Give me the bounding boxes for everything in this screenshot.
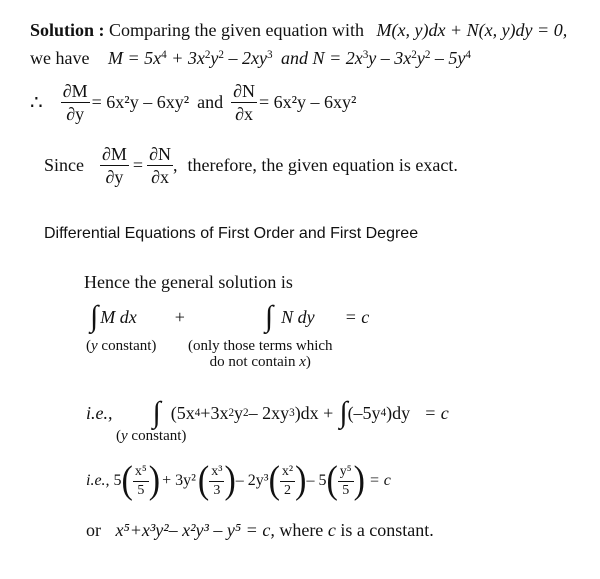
ie1-label: i.e., xyxy=(86,402,113,423)
since-comma: , xyxy=(172,155,178,175)
since-label: Since xyxy=(44,155,84,175)
ie2-n1: x⁵ xyxy=(133,465,149,482)
general-eq-c: = c xyxy=(344,306,370,327)
ie1-expr-g: )dy xyxy=(386,402,411,423)
ie1-y-constant: (y constant) xyxy=(116,428,187,444)
int-m-dx: M dx xyxy=(100,306,137,327)
only-terms-1: (only those terms which xyxy=(188,338,333,354)
final-line xyxy=(86,520,434,541)
since-equals: = xyxy=(132,155,144,175)
ie2-frac4 xyxy=(338,465,354,498)
ie2-paren-open-4: ( xyxy=(326,459,338,502)
ie1-integral-1: ∫ xyxy=(152,396,161,429)
solution-form: M(x, y)dx + N(x, y)dy = 0, xyxy=(376,20,568,40)
since-dy: ∂y xyxy=(105,167,124,187)
since-dn-dx xyxy=(147,145,173,186)
since-conclusion: therefore, the given equation is exact. xyxy=(187,155,458,175)
ie2-line xyxy=(86,459,391,502)
ie2-paren-open-1: ( xyxy=(121,459,133,502)
m-eq-rest3: – 2xy xyxy=(223,48,267,68)
ie2-n4: y⁵ xyxy=(338,465,354,482)
section-header: Differential Equations of First Order and First Degree xyxy=(44,225,419,242)
ie2-paren-close-1: ) xyxy=(148,459,161,502)
ie2-d3: 2 xyxy=(284,482,291,498)
and-n: and N xyxy=(281,48,325,68)
final-where: where xyxy=(279,520,324,540)
dm-dy-fraction xyxy=(61,82,90,123)
solution-line xyxy=(30,20,567,41)
ie1-expr-d: – 2xy xyxy=(248,402,290,423)
final-or: or xyxy=(86,520,101,540)
ie2-plus: + 3y² xyxy=(162,472,196,489)
m-eq-lhs: M = 5x xyxy=(107,48,162,68)
general-plus: + xyxy=(174,306,185,327)
ie2-minus5: – 5 xyxy=(306,472,327,489)
since-dm-dy xyxy=(100,145,129,186)
general-integral-line xyxy=(90,302,369,332)
integral-sign-1: ∫ xyxy=(90,300,99,333)
since-line xyxy=(44,145,458,186)
ie2-d4: 5 xyxy=(342,482,350,498)
only-terms-2: do not contain x) xyxy=(209,354,311,370)
ie2-eq-c: = c xyxy=(368,472,391,489)
and-word: and xyxy=(197,92,224,112)
ie1-integral-2: ∫ xyxy=(339,396,348,429)
ie2-d1: 5 xyxy=(137,482,145,498)
ie2-n3: x² xyxy=(280,465,295,482)
m-eq-rest2: y xyxy=(210,48,219,68)
ie2-coef1: 5 xyxy=(113,472,122,489)
dm-result: = 6x²y – 6xy² xyxy=(91,92,190,112)
dx-denominator: ∂x xyxy=(235,104,253,124)
solution-label: Solution : xyxy=(30,20,105,40)
ie1-expr-f: (–5y xyxy=(347,402,381,423)
n-eq3: y xyxy=(416,48,425,68)
ie2-frac1 xyxy=(133,465,149,498)
dm-numerator: ∂M xyxy=(62,81,88,101)
ie2-minus2: – 2y³ xyxy=(235,472,269,489)
final-is-constant: is a constant. xyxy=(340,520,434,540)
since-dn: ∂N xyxy=(149,144,171,164)
ie1-eq-c: = c xyxy=(424,402,449,423)
ie2-label: i.e., xyxy=(86,472,110,489)
we-have-line: we have $M = 5x^4 + 3x^2y^2 - 2xy^3$ and $N = 2x^3y - 3x^2y^2 - 5y^4$ xyxy=(30,48,471,68)
ie2-paren-close-2: ) xyxy=(224,459,236,502)
we-have-label: we have xyxy=(30,48,90,68)
final-expr: x⁵+x³y²– x²y³ – y⁵ = c, xyxy=(115,520,275,540)
ie1-expr-a: (5x xyxy=(170,402,195,423)
ie2-paren-open-3: ( xyxy=(268,459,280,502)
ie1-expr-e: )dx + xyxy=(294,402,334,423)
hence-line: Hence the general solution is xyxy=(84,272,293,292)
ie2-paren-open-2: ( xyxy=(197,459,210,502)
final-c: c xyxy=(327,520,336,540)
solution-intro: Comparing the given equation with xyxy=(109,20,364,40)
ie2-paren-close-3: ) xyxy=(295,459,307,502)
ie1-expr-c: y xyxy=(234,402,244,423)
int-n-dy: N dy xyxy=(281,306,315,327)
dy-denominator: ∂y xyxy=(66,104,85,124)
dn-numerator: ∂N xyxy=(233,81,255,101)
therefore-symbol: ∴ xyxy=(30,92,43,114)
ie2-paren-close-4: ) xyxy=(353,459,365,502)
dn-result: = 6x²y – 6xy² xyxy=(259,92,357,112)
dn-dx-fraction xyxy=(231,82,257,123)
ie1-expr-b: +3x xyxy=(200,402,229,423)
n-eq4: – 5y xyxy=(430,48,466,68)
ie2-frac3 xyxy=(280,465,295,498)
since-dx: ∂x xyxy=(151,167,169,187)
only-terms-note xyxy=(188,338,333,370)
ie2-frac2 xyxy=(209,465,224,498)
n-eq2: y – 3x xyxy=(368,48,412,68)
m-eq-rest1: + 3x xyxy=(166,48,205,68)
n-eq1: = 2x xyxy=(324,48,363,68)
integral-sign-2: ∫ xyxy=(264,300,274,333)
partials-line xyxy=(30,82,356,123)
y-constant-note: (y constant) xyxy=(86,338,157,354)
ie2-d2: 3 xyxy=(213,482,221,498)
since-dm: ∂M xyxy=(102,144,127,164)
ie1-line: i.e., ∫ (5x 4 +3x 2 y 2 – 2xy 3 )dx + ∫ (–5y 4 )dy = c xyxy=(86,396,449,429)
ie2-n2: x³ xyxy=(209,465,224,482)
